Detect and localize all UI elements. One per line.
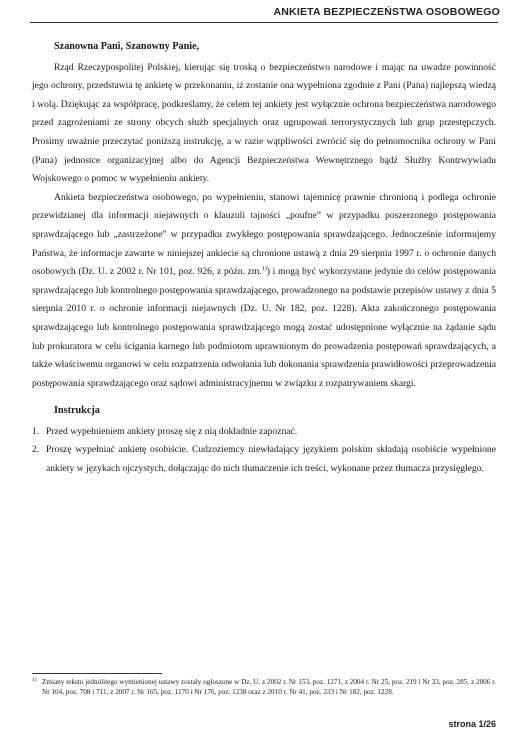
instruction-item (32, 441, 496, 478)
page-number: strona 1/26 (448, 719, 496, 729)
document-body (32, 38, 496, 479)
footnote-text: Zmiany tekstu jednolitego wymienionej ustawy zostały ogłoszone w Dz. U. z 2002 r. Nr 153, poz. 1271, z 2004 r. Nr 25, poz. 219 i Nr 33, poz. 285, z 2006 r. Nr 104, poz. 708 i 711, z 2007 r. Nr 165, poz. 1170 i Nr 176, poz. 1238 oraz z 2010 r. Nr 41, poz. 233 i Nr 182, poz. 1228. (42, 678, 496, 696)
instructions-title: Instrukcja (54, 405, 100, 417)
document-header-title: ANKIETA BEZPIECZEŃSTWA OSOBOWEGO (273, 6, 500, 18)
intro-paragraph: Rząd Rzeczypospolitej Polskiej, kierując się troską o bezpieczeństwo narodowe i mając na uwadze powinność jego ochrony, przedstawia tę ankietę w przekonaniu, iż zostanie ona wypełniona zgodnie z Pani (Pana) najlepszą wiedzą i wolą. Dziękując za współpracę, podkreślamy, że celem tej ankiety jest wyłącznie ochrona bezpieczeństwa narodowego przed zagrożeniami ze strony obcych służb specjalnych oraz ugrupowań terrorystycznych lub grup przestępczych. Prosimy uważnie przeczytać poniższą instrukcję, a w razie wątpliwości zwrócić się do pełnomocnika ochrony w Pani (Pana) jednostce organizacyjnej albo do Agencji Bezpieczeństwa Wewnętrznego bądź Służby Kontrwywiadu Wojskowego o pomoc w wypełnieniu ankiety. (32, 61, 496, 185)
instruction-item (32, 423, 496, 442)
instruction-text: Przed wypełnieniem ankiety proszę się z nią dokładnie zapoznać. (46, 425, 298, 437)
footnote (32, 678, 496, 697)
footnote-divider (32, 673, 162, 674)
footnote-marker: 1) (32, 677, 37, 683)
footnote-reference[interactable]: 1) (261, 265, 267, 272)
salutation: Szanowna Pani, Szanowny Panie, (54, 41, 200, 52)
legal-paragraph (32, 189, 496, 394)
instructions-list (32, 423, 496, 479)
legal-paragraph-text-end: ) i mogą być wykorzystane jedynie do celów postępowania sprawdzającego lub kontrolnego postępowania sprawdzającego, prowadzonego na podstawie przepisów ustawy z dnia 5 sierpnia 2010 r. o ochronie informacji niejawnych (Dz. U. Nr 182, poz. 1228). Akta zakończonego postępowania sprawdzającego lub kontrolnego postępowania sprawdzającego mogą zostać udostępnione wyłącznie na żądanie sądu lub prokuratora w celu ścigania karnego lub podmiotom uprawnionym do prowadzenia postępowań sprawdzających, a także właściwemu organowi w celu rozpatrzenia odwołania lub dokonania sprawdzenia prawidłowości przeprowadzenia postępowania sprawdzającego oraz sądowi administracyjnemu w związku z rozpatrywaniem skargi. (32, 266, 496, 389)
header-divider (30, 22, 498, 23)
instruction-number: 2. (32, 444, 40, 456)
instruction-text: Proszę wypełniać ankietę osobiście. Cudzoziemcy niewładający językiem polskim składają osobiście wypełnione ankiety w językach ojczystych, dołączając do nich tłumaczenie ich treści, wykonane przez tłumacza przysięgłego. (46, 444, 496, 475)
instruction-number: 1. (32, 425, 40, 437)
legal-paragraph-text-start: Ankieta bezpieczeństwa osobowego, po wypełnieniu, stanowi tajemnicę prawnie chronioną i podlega ochronie przewidzianej dla informacji niejawnych o klauzuli tajności „poufne” w przypadku poszerzonego postępowania sprawdzającego lub „zastrzeżone” w przypadku zwykłego postępowania sprawdzającego. Jednocześnie informujemy Państwa, że informacje zawarte w niniejszej ankiecie są chronione ustawą z dnia 29 sierpnia 1997 r. o ochronie danych osobowych (Dz. U. z 2002 r. Nr 101, poz. 926, z późn. zm. (32, 191, 496, 278)
